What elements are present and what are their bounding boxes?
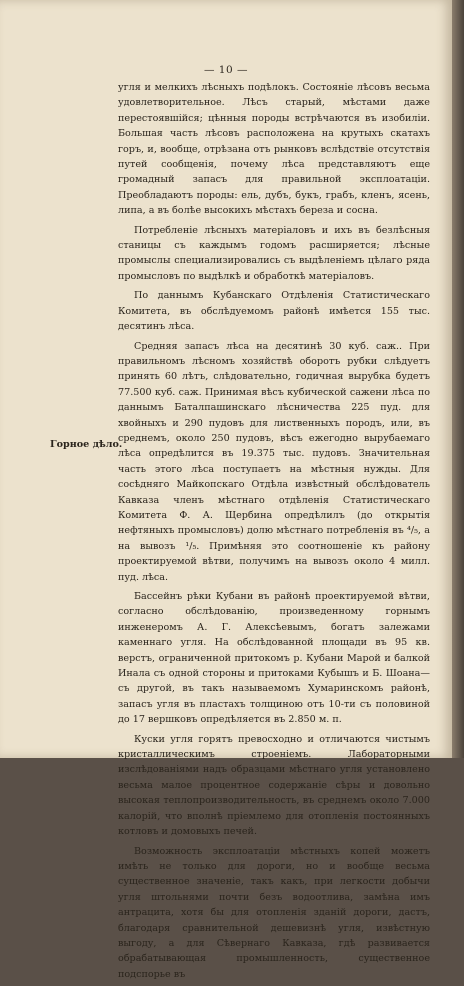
paragraph: По даннымъ Кубанскаго Отдѣленiя Статистическаго Комитета, въ обслѣдуемомъ районѣ имѣется 155 тыс. десятинъ лѣса. [118, 290, 430, 333]
paragraph: Потребленiе лѣсныхъ матерiаловъ и ихъ въ безлѣсныя станицы съ каждымъ годомъ расширяется; лѣсные промыслы специализировались съ выдѣленiемъ цѣлаго ряда промысловъ по выдѣлкѣ и обработкѣ матерiаловъ. [118, 224, 430, 282]
page-number: — 10 — [203, 64, 249, 76]
paragraph-mining: Бассейнъ рѣки Кубани въ районѣ проектируемой вѣтви, согласно обслѣдованiю, произведенному горнымъ инженеромъ А. Г. Алексѣевымъ, богатъ залежами каменнаго угля. На обслѣдованной площади въ 95 кв. верстъ, ограниченной притокомъ р. Кубани Марой и балкой Инала съ одной стороны и притоками Кубышъ и Б. Шоана—съ другой, въ такъ называемомъ Хумаринскомъ районѣ, запасъ угля въ пластахъ толщиною отъ 10-ти съ половиной до 17 вершковъ опредѣляется въ 2.850 м. п. [118, 591, 430, 726]
page-edge-shadow [452, 0, 464, 758]
paragraph: Куски угля горятъ превосходно и отличаются чистымъ кристаллическимъ строенiемъ. Лабораторными изслѣдованiями надъ образцами мѣстнаго угля установлено весьма малое процентное содержанiе сѣры и довольно высокая теплопроизводительность, въ среднемъ около 7.000 калорiй, что вполнѣ прiемлемо для отопленiя постоянныхъ котловъ и домовыхъ печей. [118, 733, 430, 838]
side-heading-mining: Горное дѣло. [50, 439, 123, 450]
paragraph: угля и мелкихъ лѣсныхъ подѣлокъ. Состоянiе лѣсовъ весьма удовлетворительное. Лѣсъ старый, мѣстами даже перестоявшiйся; цѣнныя породы встрѣчаются въ изобилiи. Большая часть лѣсовъ расположена на крутыхъ скатахъ горъ, и, вообще, отрѣзана отъ рынковъ вслѣдствiе отсутствiя путей сообщенiя, почему лѣса представляютъ еще громадный запасъ для правильной эксплоатацiи. Преобладаютъ породы: ель, дубъ, букъ, грабъ, кленъ, ясень, липа, а въ болѣе высокихъ мѣстахъ береза и сосна. [118, 82, 430, 217]
paragraph: Возможность эксплоатацiи мѣстныхъ копей можетъ имѣть не только для дороги, но и вообще весьма существенное значенiе, такъ какъ, при легкости добычи угля штольнями почти безъ водоотлива, замѣна имъ антрацита, хотя бы для отопленiя зданiй дороги, дастъ, благодаря сравнительной дешевизнѣ угля, извѣстную выгоду, а для Сѣвернаго Кавказа, гдѣ развивается обрабатывающая промышленность, существенное подспорье въ [118, 845, 430, 980]
body-text [118, 80, 430, 986]
paragraph: Средняя запасъ лѣса на десятинѣ 30 куб. саж.. При правильномъ лѣсномъ хозяйствѣ оборотъ рубки слѣдуетъ принять 60 лѣтъ, слѣдовательно, годичная вырубка будетъ 77.500 куб. саж. Принимая вѣсъ кубической сажени лѣса по даннымъ Баталпашинскаго лѣсничества 225 пуд. для хвойныхъ и 290 пудовъ для лиственныхъ породъ, или, въ среднемъ, около 250 пудовъ, вѣсъ ежегодно вырубаемаго лѣса опредѣлится въ 19.375 тыс. пудовъ. Значительная часть этого лѣса поступаетъ на мѣстныя нужды. Для сосѣдняго Майкопскаго Отдѣла извѣстный обслѣдователь Кавказа членъ мѣстнаго отдѣленiя Статистическаго Комитета Ф. А. Щербина опредѣлилъ (до открытiя нефтяныхъ промысловъ) долю мѣстнаго потребленiя въ ⁴/₅, а на вывозъ ¹/₅. Примѣняя это соотношенiе къ району проектируемой вѣтви, получимъ на вывозъ около 4 милл. пуд. лѣса. [118, 340, 430, 583]
